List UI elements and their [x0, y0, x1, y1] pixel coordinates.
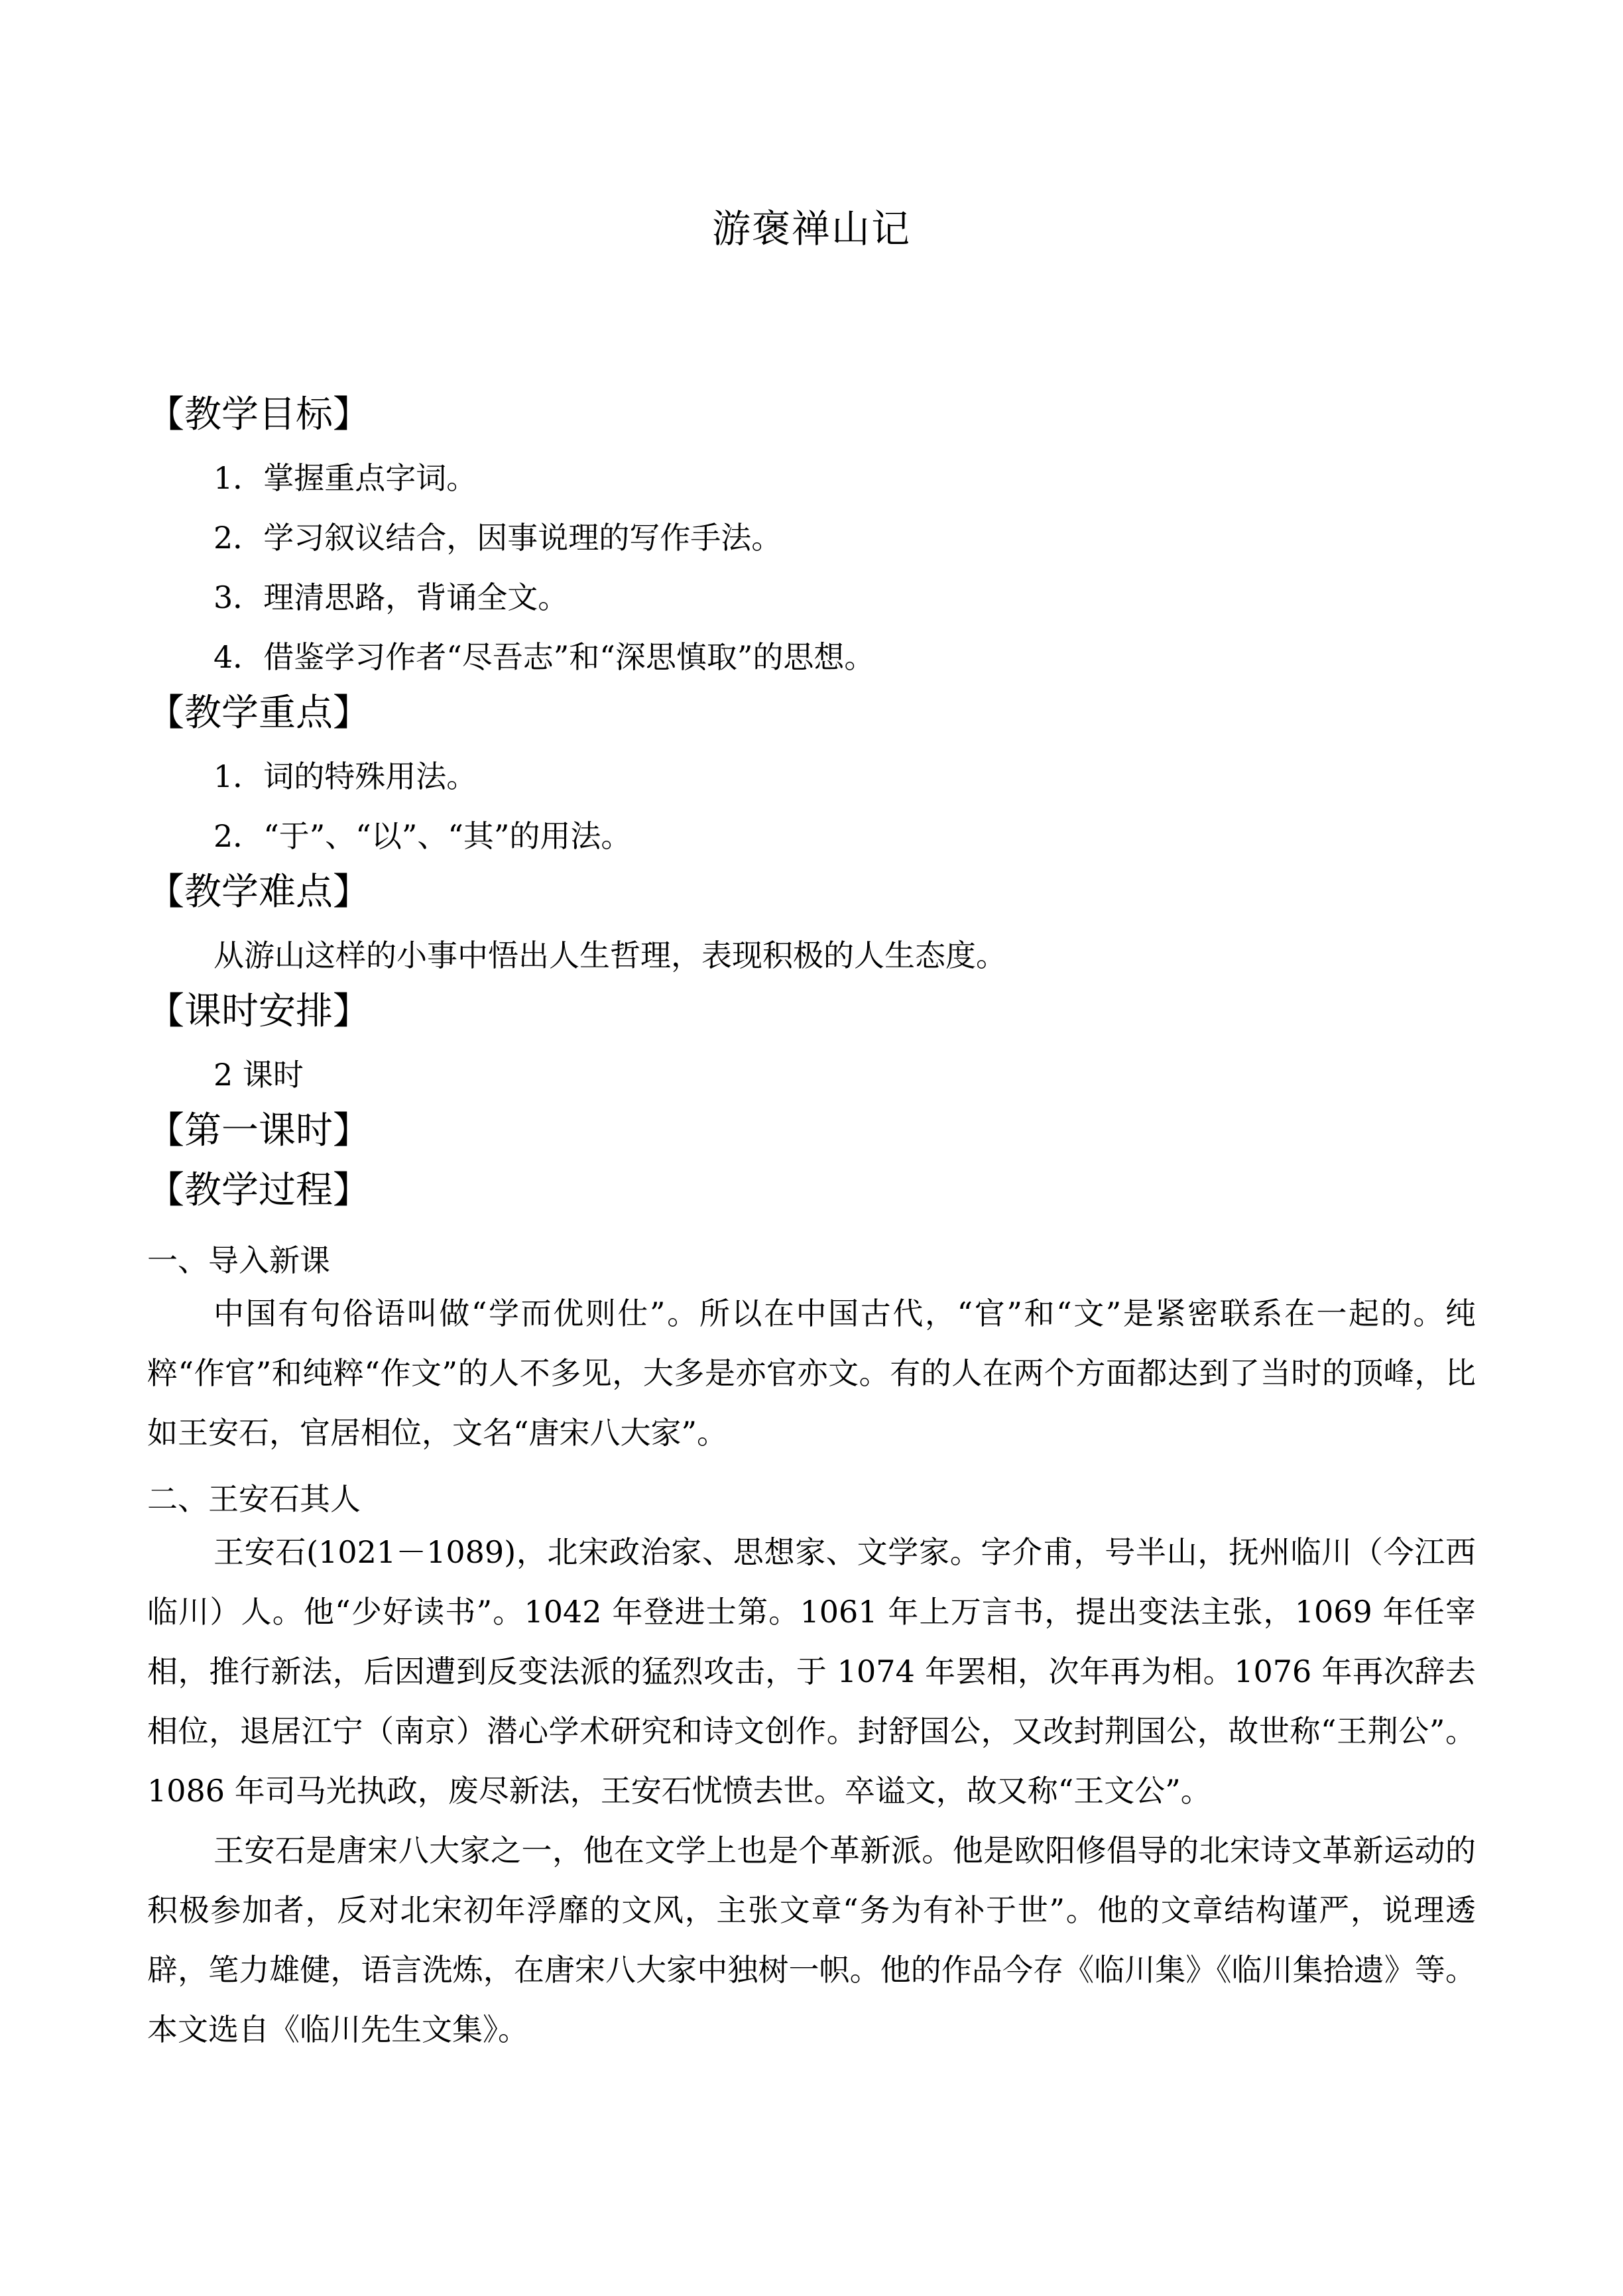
heading-lesson-one: 【第一课时】 [147, 1109, 370, 1152]
heading-teaching-goals: 【教学目标】 [147, 393, 370, 436]
goal-item-2: 2．学习叙议结合，因事说理的写作手法。 [213, 520, 782, 556]
page-title: 游褒禅山记 [711, 206, 911, 251]
key-point-item-1: 1．词的特殊用法。 [213, 758, 477, 794]
paragraph-wang-anshi-literature: 王安石是唐宋八大家之一，他在文学上也是个革新派。他是欧阳修倡导的北宋诗文革新运动的积极参加者，反对北宋初年浮靡的文风，主张文章“务为有补于世”。他的文章结构谨严，说理透辟，笔力雄健，语言洗炼，在唐宋八大家中独树一帜。他的作品今存《临川集》《临川集拾遗》等。本文选自《临川先生文集》。 [147, 1833, 1476, 2047]
section-title-wang-anshi: 二、王安石其人 [147, 1481, 361, 1517]
heading-key-points: 【教学重点】 [147, 692, 370, 735]
paragraph-wang-anshi-bio: 王安石(1021－1089)，北宋政治家、思想家、文学家。字介甫，号半山，抚州临川（今江西临川）人。他“少好读书”。1042 年登进士第。1061 年上万言书，提出变法主张，1069 年任宰相，推行新法，后因遭到反变法派的猛烈攻击，于 1074 年罢相，次年再为相。1076 年再次辞去相位，退居江宁（南京）潜心学术研究和诗文创作。封舒国公，又改封荆国公，故世称“王荆公”。1086 年司马光执政，废尽新法，王安石忧愤去世。卒谥文，故又称“王文公”。 [147, 1534, 1476, 1809]
schedule-text: 2 课时 [213, 1057, 304, 1093]
paragraph-intro: 中国有句俗语叫做“学而优则仕”。所以在中国古代，“官”和“文”是紧密联系在一起的。纯粹“作官”和纯粹“作文”的人不多见，大多是亦官亦文。有的人在两个方面都达到了当时的顶峰，比如王安石，官居相位，文名“唐宋八大家”。 [147, 1296, 1476, 1451]
goal-item-4: 4．借鉴学习作者“尽吾志”和“深思慎取”的思想。 [213, 639, 875, 675]
goal-item-3: 3．理清思路，背诵全文。 [213, 579, 569, 615]
goal-item-1: 1．掌握重点字词。 [213, 460, 477, 496]
heading-difficulties: 【教学难点】 [147, 871, 370, 914]
key-point-item-2: 2．“于”、“以”、“其”的用法。 [213, 818, 632, 854]
difficulties-text: 从游山这样的小事中悟出人生哲理，表现积极的人生态度。 [213, 937, 1006, 973]
section-title-intro: 一、导入新课 [147, 1242, 330, 1278]
heading-schedule: 【课时安排】 [147, 990, 370, 1033]
heading-teaching-process: 【教学过程】 [147, 1169, 370, 1212]
